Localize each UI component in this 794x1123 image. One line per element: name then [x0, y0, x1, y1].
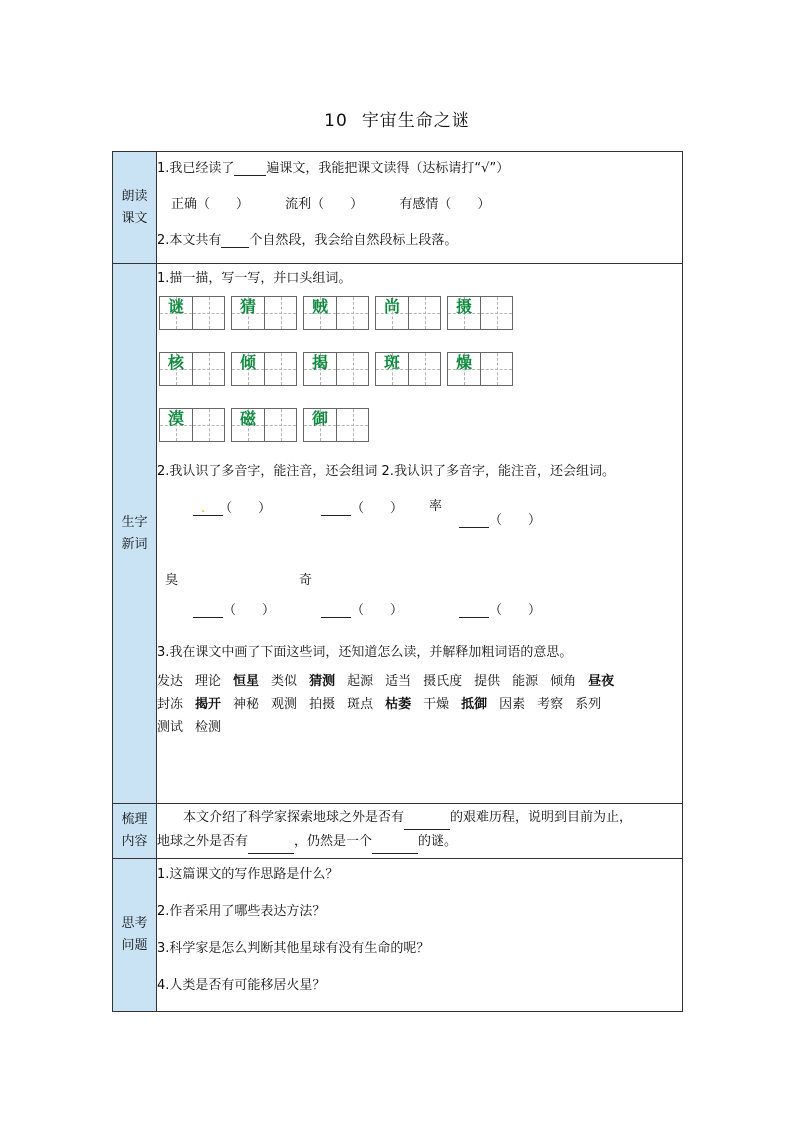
trace-char: 尚: [384, 297, 401, 316]
tianzi-box[interactable]: [159, 408, 225, 442]
section-head-questions: 思考 问题: [113, 859, 157, 1012]
question-4: 4.人类是否有可能移居火星？: [157, 978, 326, 993]
question-3: 3.科学家是怎么判断其他星球有没有生命的呢？: [157, 941, 430, 956]
polyphone-blank[interactable]: （ ）: [193, 599, 275, 618]
tianzi-box[interactable]: [231, 352, 297, 386]
polyphone-char-chou: 臭: [165, 573, 179, 588]
vocab-list: [157, 670, 682, 739]
polyphone-blank[interactable]: （ ）: [321, 599, 403, 618]
option-correct[interactable]: 正确（ ）: [171, 197, 250, 212]
trace-char: 贼: [312, 297, 329, 316]
tianzi-box[interactable]: [447, 352, 513, 386]
tianzi-box[interactable]: [159, 296, 225, 330]
polyphone-char-lv: 率: [429, 499, 443, 514]
tianzi-box[interactable]: [375, 352, 441, 386]
option-emotion[interactable]: 有感情（ ）: [399, 197, 491, 212]
polyphone-blank[interactable]: （ ）: [321, 497, 403, 516]
trace-char: 核: [168, 353, 185, 372]
tianzi-box[interactable]: [231, 296, 297, 330]
char-grid-row-1: [159, 296, 682, 330]
summary-line-2: 地球之外是否有 ，仍然是一个 的谜。: [157, 830, 682, 854]
trace-char: 谜: [168, 297, 185, 316]
trace-char: 猜: [240, 297, 257, 316]
question-2: 2.作者采用了哪些表达方法？: [157, 904, 326, 919]
tianzi-box[interactable]: [231, 408, 297, 442]
tianzi-box[interactable]: [303, 352, 369, 386]
chars-q1: 1.描一描，写一写，并口头组词。: [157, 271, 352, 286]
question-1: 1.这篇课文的写作思路是什么？: [157, 867, 339, 882]
section-summary: [113, 804, 683, 859]
tianzi-box[interactable]: [303, 408, 369, 442]
polyphone-blank[interactable]: （ ）: [459, 509, 541, 528]
trace-char: 漠: [168, 409, 185, 428]
section-head-reading: 朗读 课文: [113, 152, 157, 264]
trace-char: 摄: [456, 297, 473, 316]
section-reading: [113, 152, 683, 264]
trace-char: 倾: [240, 353, 257, 372]
worksheet-table: [112, 151, 683, 1012]
times-blank[interactable]: [234, 175, 266, 176]
tianzi-box[interactable]: [159, 352, 225, 386]
char-grid-row-3: [159, 408, 682, 442]
polyphone-char-qi: 奇: [299, 573, 313, 588]
summary-line-1: 本文介绍了科学家探索地球之外是否有 的艰难历程，说明到目前为止，: [157, 806, 682, 830]
polyphone-area: [157, 479, 682, 649]
char-grid-row-2: [159, 352, 682, 386]
chars-q3: 3.我在课文中画了下面这些词，还知道怎么读，并解释加粗词语的意思。: [157, 645, 573, 660]
vocab-row-2: 封冻 揭开 神秘 观测 拍摄 斑点 枯萎 干燥 抵御 因素 考察 系列: [157, 697, 602, 712]
polyphone-blank[interactable]: （ ）: [459, 599, 541, 618]
trace-char: 斑: [384, 353, 401, 372]
page-title: [0, 106, 794, 131]
trace-char: 御: [312, 409, 329, 428]
tianzi-box[interactable]: [303, 296, 369, 330]
section-head-summary: 梳理 内容: [113, 804, 157, 859]
tianzi-box[interactable]: [447, 296, 513, 330]
paragraph-count-blank[interactable]: [221, 247, 249, 248]
lesson-title: 宇宙生命之谜: [361, 111, 470, 131]
summary-blank-3[interactable]: [372, 853, 418, 854]
tianzi-box[interactable]: [375, 296, 441, 330]
trace-char: 揭: [312, 353, 329, 372]
vocab-row-1: 发达 理论 恒星 类似 猜测 起源 适当 摄氏度 提供 能源 倾角 昼夜: [157, 674, 615, 689]
reading-q2: 2.本文共有 个自然段，我会给自然段标上段落。: [157, 233, 458, 248]
section-head-characters: 生字 新词: [113, 264, 157, 804]
section-characters: [113, 264, 683, 804]
option-fluent[interactable]: 流利（ ）: [285, 197, 364, 212]
reading-options: [171, 193, 682, 212]
polyphone-blank[interactable]: . （ ）: [193, 497, 271, 516]
reading-q1: 1.我已经读了 遍课文，我能把课文读得（达标请打“√”）: [157, 161, 510, 176]
chars-q2: 2.我认识了多音字，能注音，还会组词 2.我认识了多音字，能注音，还会组词。: [157, 464, 615, 479]
vocab-row-3: 测试 检测: [157, 720, 222, 735]
lesson-number: 10: [324, 111, 348, 131]
trace-char: 磁: [240, 409, 257, 428]
section-questions: [113, 859, 683, 1012]
trace-char: 燥: [456, 353, 473, 372]
summary-blank-2[interactable]: [248, 853, 294, 854]
